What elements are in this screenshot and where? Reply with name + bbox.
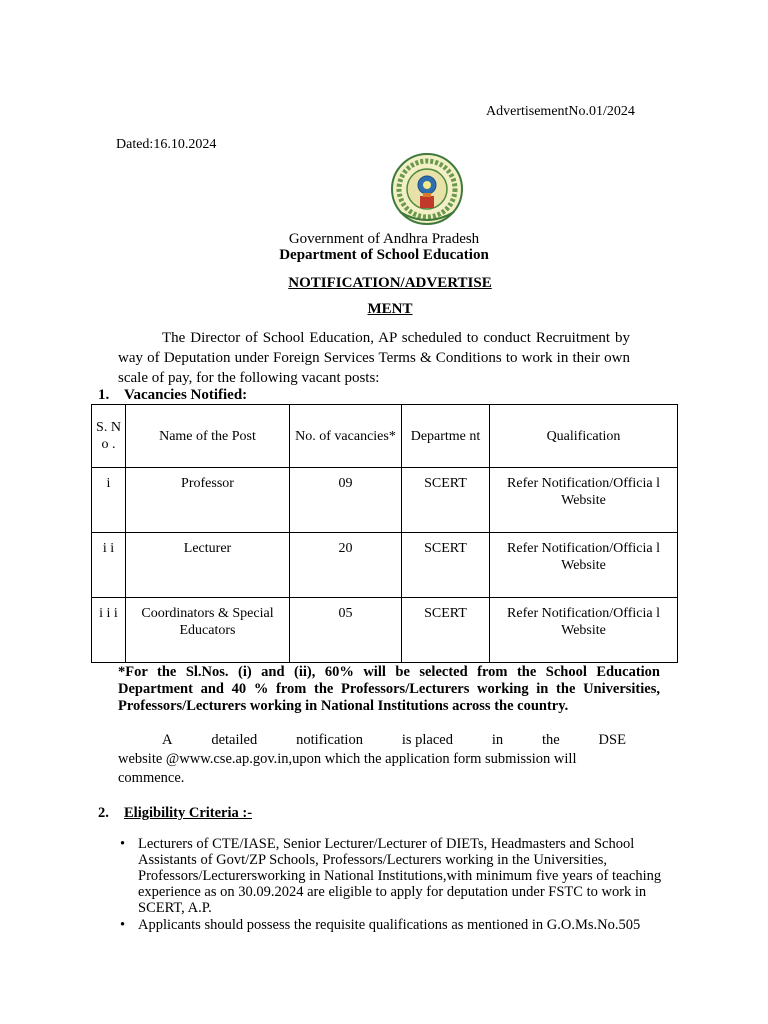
cell-post: Coordinators & Special Educators bbox=[126, 598, 290, 663]
table-row bbox=[92, 533, 678, 598]
table-header-row bbox=[92, 405, 678, 468]
detail-word: detailed bbox=[211, 732, 258, 748]
section-vacancies-heading bbox=[98, 387, 247, 404]
advertisement-number: AdvertisementNo.01/2024 bbox=[486, 104, 635, 119]
cell-department: SCERT bbox=[402, 598, 490, 663]
department-name: Department of School Education bbox=[279, 247, 489, 263]
cell-qualification: Refer Notification/Officia l Website bbox=[490, 533, 678, 598]
intro-paragraph: The Director of School Education, AP scheduled to conduct Recruitment by way of Deputation under Foreign Services Terms & Conditions to work in their own scale of pay, for the following vacant posts: bbox=[118, 330, 630, 386]
detail-first-line bbox=[118, 731, 626, 750]
cell-post: Professor bbox=[126, 468, 290, 533]
cell-post: Lecturer bbox=[126, 533, 290, 598]
detail-rest: website @www.cse.ap.gov.in,upon which the application form submission will commence. bbox=[118, 751, 577, 786]
section-number: 2. bbox=[98, 805, 109, 821]
selection-note: *For the Sl.Nos. (i) and (ii), 60% will be selected from the School Education Department and 40 % from the Professors/Lecturers working in the Universities, Professors/Lecturers working in National Institutions across the country. bbox=[118, 664, 660, 714]
cell-vacancies: 20 bbox=[290, 533, 402, 598]
notice-title-line2: MENT bbox=[367, 301, 413, 317]
eligibility-list bbox=[118, 836, 678, 934]
cell-sno: i i i bbox=[92, 598, 126, 663]
detail-word: DSE bbox=[598, 732, 626, 748]
cell-department: SCERT bbox=[402, 468, 490, 533]
list-item: • Lecturers of CTE/IASE, Senior Lecturer/Lecturer of DIETs, Headmasters and School Assistants of Govt/ZP Schools, Professors/Lecturers working in the Universities, Professors/Lecturersworking in National Institutions,with minimum five years of teaching experience as on 30.09.2024 are eligible to apply for deputation under FSTC to work in SCERT, A.P. bbox=[118, 836, 678, 916]
header-vacancies: No. of vacancies* bbox=[290, 405, 402, 468]
cell-vacancies: 09 bbox=[290, 468, 402, 533]
cell-qualification: Refer Notification/Officia l Website bbox=[490, 598, 678, 663]
andhra-pradesh-emblem-icon bbox=[390, 152, 464, 230]
vacancies-table bbox=[91, 404, 678, 663]
detail-word: notification bbox=[296, 732, 363, 748]
header-post: Name of the Post bbox=[126, 405, 290, 468]
section-number: 1. bbox=[98, 387, 110, 403]
notice-title-line1: NOTIFICATION/ADVERTISE bbox=[288, 275, 492, 291]
section-eligibility-heading bbox=[98, 805, 252, 822]
header-department: Departme nt bbox=[402, 405, 490, 468]
cell-vacancies: 05 bbox=[290, 598, 402, 663]
detail-word: in bbox=[491, 732, 504, 748]
header-sno: S. No . bbox=[92, 405, 126, 468]
list-item: • Applicants should possess the requisite qualifications as mentioned in G.O.Ms.No.505 bbox=[118, 917, 678, 933]
detail-word: A bbox=[162, 732, 173, 748]
detail-paragraph bbox=[118, 731, 626, 788]
detail-word: is placed bbox=[401, 732, 453, 748]
cell-qualification: Refer Notification/Officia l Website bbox=[490, 468, 678, 533]
date: Dated:16.10.2024 bbox=[116, 137, 217, 152]
cell-sno: i i bbox=[92, 533, 126, 598]
cell-sno: i bbox=[92, 468, 126, 533]
table-row bbox=[92, 598, 678, 663]
table-row bbox=[92, 468, 678, 533]
header-qualification: Qualification bbox=[490, 405, 678, 468]
section-label: Vacancies Notified: bbox=[124, 387, 248, 403]
cell-department: SCERT bbox=[402, 533, 490, 598]
section-label: Eligibility Criteria :- bbox=[124, 805, 253, 821]
detail-word: the bbox=[541, 732, 560, 748]
government-name: Government of Andhra Pradesh bbox=[288, 231, 480, 247]
